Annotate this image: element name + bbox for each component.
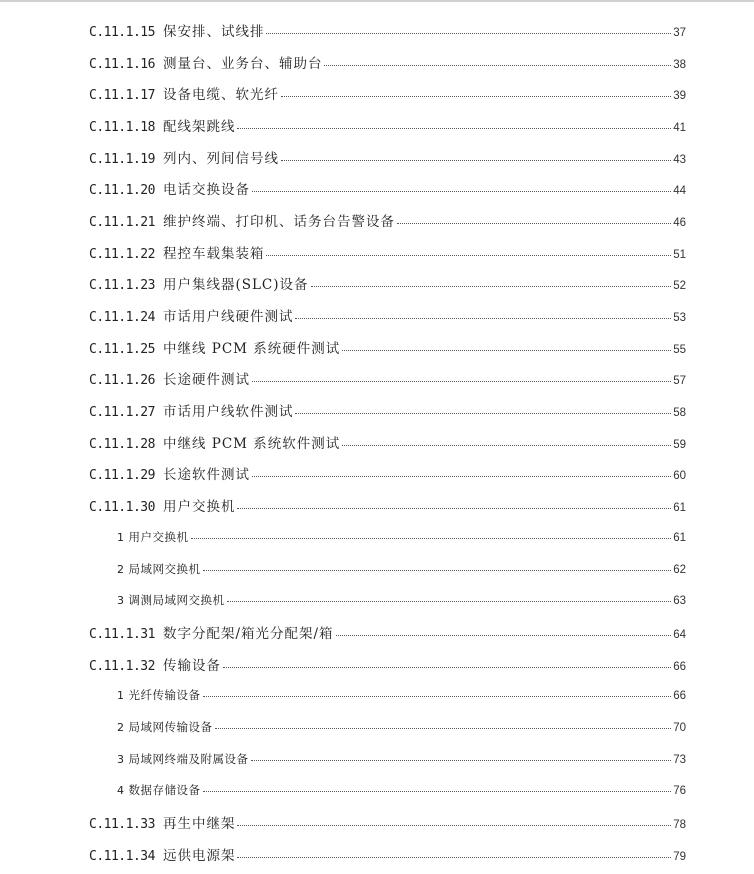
dot-leader: [252, 381, 671, 382]
toc-entry[interactable]: [0, 331, 754, 363]
dot-leader: [252, 191, 671, 192]
toc-entry-page-number: 73: [673, 753, 686, 766]
toc-subentry[interactable]: [0, 743, 754, 775]
toc-entry-number: C.11.1.21: [89, 214, 155, 230]
toc-subentry[interactable]: [0, 553, 754, 585]
toc-entry-page-number: 46: [673, 216, 686, 229]
dot-leader: [237, 825, 671, 826]
toc-entry-page-number: 62: [673, 563, 686, 576]
toc-entry-number: 1: [117, 689, 124, 703]
toc-entry-title: 用户集线器(SLC)设备: [162, 277, 309, 294]
dot-leader: [342, 445, 671, 446]
dot-leader: [237, 128, 671, 129]
dot-leader: [251, 760, 672, 761]
toc-entry-content: [89, 115, 754, 135]
toc-entry-content: [117, 561, 754, 577]
toc-entry-title: 局域网交换机: [128, 561, 201, 576]
toc-entry[interactable]: [0, 46, 754, 78]
toc-entry-content: [89, 147, 754, 167]
toc-entry-title: 市话用户线硬件测试: [162, 309, 294, 326]
toc-entry-page-number: 39: [673, 90, 686, 103]
toc-entry-content: [89, 210, 754, 230]
toc-entry-content: [89, 337, 754, 357]
toc-entry-title: 数据存储设备: [128, 783, 201, 798]
toc-entry-title: 传输设备: [162, 657, 221, 674]
toc-subentry[interactable]: [0, 775, 754, 807]
toc-entry-content: [89, 432, 754, 452]
toc-entry-content: [89, 463, 754, 483]
toc-entry-number: C.11.1.32: [89, 658, 155, 674]
toc-entry-content: [89, 242, 754, 262]
toc-entry-title: 用户交换机: [128, 529, 189, 544]
toc-entry-number: C.11.1.15: [89, 24, 155, 40]
toc-entry-content: [89, 495, 754, 515]
toc-entry-content: [117, 687, 754, 703]
toc-entry-title: 局域网传输设备: [128, 719, 213, 734]
toc-entry-number: 3: [117, 594, 124, 608]
toc-entry-page-number: 38: [673, 58, 686, 71]
toc-entry-number: C.11.1.24: [89, 310, 155, 326]
toc-entry-content: [89, 83, 754, 103]
dot-leader: [295, 413, 671, 414]
dot-leader: [281, 160, 671, 161]
toc-entry-page-number: 41: [673, 121, 686, 134]
dot-leader: [223, 667, 671, 668]
dot-leader: [336, 635, 672, 636]
toc-subentry[interactable]: [0, 711, 754, 743]
toc-entry-content: [89, 178, 754, 198]
toc-entry[interactable]: [0, 204, 754, 236]
toc-entry-number: C.11.1.31: [89, 626, 155, 642]
toc-entry-number: C.11.1.30: [89, 500, 155, 516]
toc-entry-title: 维护终端、打印机、话务台告警设备: [162, 213, 395, 230]
dot-leader: [203, 696, 672, 697]
dot-leader: [237, 508, 671, 509]
toc-entry-content: [117, 751, 754, 767]
toc-entry[interactable]: [0, 77, 754, 109]
toc-entry[interactable]: [0, 616, 754, 648]
dot-leader: [191, 538, 672, 539]
toc-entry-page-number: 53: [673, 312, 686, 325]
toc-entry-title: 再生中继架: [162, 816, 236, 833]
toc-entry-number: C.11.1.23: [89, 278, 155, 294]
toc-entry[interactable]: [0, 426, 754, 458]
toc-entry-content: [89, 52, 754, 72]
toc-entry-content: [89, 20, 754, 40]
toc-entry-title: 列内、列间信号线: [162, 150, 279, 167]
toc-entry-number: 1: [117, 530, 124, 544]
toc-entry-page-number: 61: [673, 502, 686, 515]
toc-entry-page-number: 58: [673, 407, 686, 420]
table-of-contents: [0, 14, 754, 870]
toc-entry-page-number: 66: [673, 660, 686, 673]
toc-entry-content: [89, 400, 754, 420]
toc-entry-content: [89, 844, 754, 864]
toc-entry-title: 电话交换设备: [162, 182, 250, 199]
toc-entry-page-number: 64: [673, 628, 686, 641]
dot-leader: [342, 350, 671, 351]
toc-entry-content: [89, 305, 754, 325]
toc-entry-page-number: 79: [673, 850, 686, 863]
toc-entry-number: C.11.1.18: [89, 119, 155, 135]
toc-subentry[interactable]: [0, 521, 754, 553]
toc-entry-title: 中继线 PCM 系统软件测试: [162, 435, 341, 452]
toc-entry-title: 中继线 PCM 系统硬件测试: [162, 340, 341, 357]
dot-leader: [266, 33, 671, 34]
dot-leader: [252, 476, 671, 477]
toc-entry-content: [117, 782, 754, 798]
toc-entry-number: 3: [117, 752, 124, 766]
toc-entry-content: [117, 719, 754, 735]
toc-entry-title: 测量台、业务台、辅助台: [162, 55, 323, 72]
toc-entry-number: 2: [117, 562, 124, 576]
toc-entry-content: [117, 592, 754, 608]
toc-entry-number: C.11.1.19: [89, 151, 155, 167]
toc-entry[interactable]: [0, 236, 754, 268]
toc-entry[interactable]: [0, 838, 754, 870]
toc-entry-number: C.11.1.29: [89, 468, 155, 484]
toc-entry[interactable]: [0, 394, 754, 426]
toc-entry[interactable]: [0, 648, 754, 680]
toc-entry-number: C.11.1.17: [89, 88, 155, 104]
toc-entry-page-number: 57: [673, 375, 686, 388]
dot-leader: [324, 65, 671, 66]
toc-entry-content: [117, 529, 754, 545]
toc-entry-page-number: 37: [673, 26, 686, 39]
dot-leader: [397, 223, 671, 224]
toc-entry[interactable]: [0, 109, 754, 141]
toc-entry-title: 设备电缆、软光纤: [162, 87, 279, 104]
dot-leader: [266, 255, 671, 256]
toc-entry[interactable]: [0, 458, 754, 490]
toc-entry-page-number: 78: [673, 819, 686, 832]
toc-entry-title: 调测局域网交换机: [128, 593, 225, 608]
toc-entry-title: 保安排、试线排: [162, 23, 265, 40]
toc-entry[interactable]: [0, 172, 754, 204]
toc-entry-number: C.11.1.22: [89, 246, 155, 262]
toc-entry-page-number: 59: [673, 438, 686, 451]
toc-entry-title: 数字分配架/箱光分配架/箱: [162, 625, 334, 642]
toc-entry-title: 光纤传输设备: [128, 688, 201, 703]
toc-entry-number: 2: [117, 720, 124, 734]
toc-entry-title: 局域网终端及附属设备: [128, 751, 249, 766]
toc-entry-title: 市话用户线软件测试: [162, 404, 294, 421]
dot-leader: [227, 601, 672, 602]
toc-entry-number: C.11.1.25: [89, 341, 155, 357]
toc-entry[interactable]: [0, 14, 754, 46]
dot-leader: [203, 570, 672, 571]
toc-entry-title: 远供电源架: [162, 847, 236, 864]
toc-entry-number: C.11.1.28: [89, 436, 155, 452]
dot-leader: [203, 791, 672, 792]
toc-entry-number: C.11.1.20: [89, 183, 155, 199]
toc-entry[interactable]: [0, 299, 754, 331]
toc-entry-number: C.11.1.33: [89, 817, 155, 833]
dot-leader: [237, 857, 671, 858]
toc-entry-page-number: 63: [673, 595, 686, 608]
toc-entry-number: 4: [117, 784, 124, 798]
toc-entry-page-number: 55: [673, 343, 686, 356]
toc-entry-page-number: 61: [673, 531, 686, 544]
toc-entry-title: 程控车载集装箱: [162, 245, 265, 262]
page-top-border: [0, 0, 754, 2]
dot-leader: [311, 286, 672, 287]
toc-entry[interactable]: [0, 268, 754, 300]
toc-entry-page-number: 66: [673, 690, 686, 703]
toc-entry-title: 长途软件测试: [162, 467, 250, 484]
toc-entry-number: C.11.1.26: [89, 373, 155, 389]
toc-entry-title: 长途硬件测试: [162, 372, 250, 389]
dot-leader: [281, 96, 671, 97]
toc-entry-page-number: 60: [673, 470, 686, 483]
toc-entry[interactable]: [0, 363, 754, 395]
toc-entry-content: [89, 812, 754, 832]
toc-entry[interactable]: [0, 806, 754, 838]
toc-entry-page-number: 52: [673, 280, 686, 293]
toc-entry-content: [89, 654, 754, 674]
toc-entry-number: C.11.1.34: [89, 848, 155, 864]
toc-entry-title: 配线架跳线: [162, 118, 236, 135]
toc-entry-page-number: 76: [673, 785, 686, 798]
toc-entry-number: C.11.1.16: [89, 56, 155, 72]
toc-entry-page-number: 43: [673, 153, 686, 166]
toc-entry-number: C.11.1.27: [89, 405, 155, 421]
toc-entry[interactable]: [0, 489, 754, 521]
dot-leader: [215, 728, 672, 729]
toc-entry-content: [89, 368, 754, 388]
toc-entry-page-number: 70: [673, 721, 686, 734]
toc-entry-content: [89, 622, 754, 642]
toc-entry-title: 用户交换机: [162, 499, 236, 516]
toc-entry-page-number: 44: [673, 185, 686, 198]
toc-subentry[interactable]: [0, 584, 754, 616]
toc-entry-content: [89, 273, 754, 293]
toc-entry[interactable]: [0, 141, 754, 173]
toc-subentry[interactable]: [0, 679, 754, 711]
dot-leader: [295, 318, 671, 319]
toc-entry-page-number: 51: [673, 248, 686, 261]
